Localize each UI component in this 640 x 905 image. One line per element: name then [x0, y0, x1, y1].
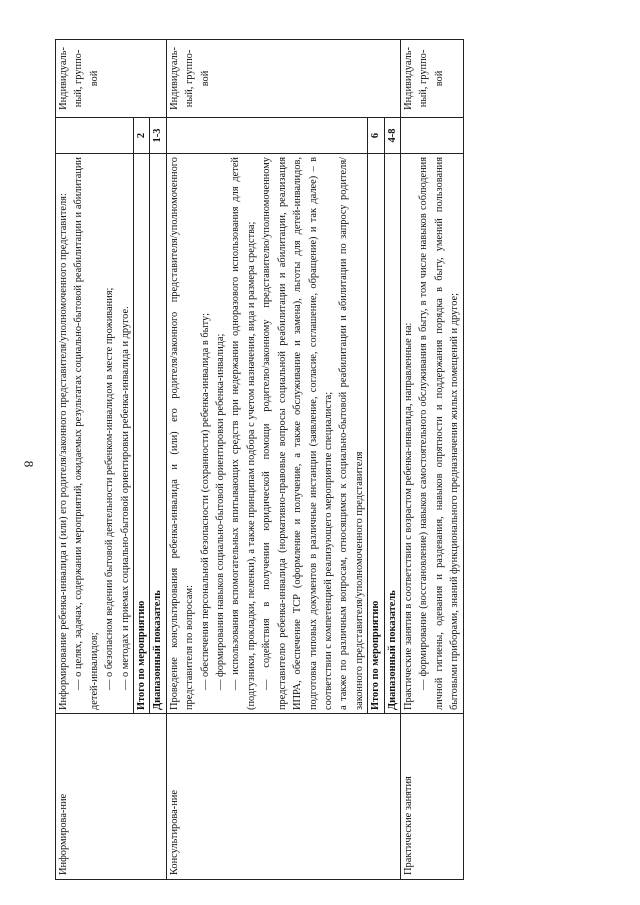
type-cell	[400, 40, 463, 118]
content-paragraph: Практические занятия в соответствии с возрастом ребенка-инвалида, направленные на:	[402, 322, 414, 710]
content-paragraph: — формирования навыков социально-бытовой ориентировки ребенка-инвалида;	[215, 333, 227, 690]
total-label: Итого по мероприятию	[134, 154, 150, 714]
empty-cell	[400, 118, 463, 154]
type-cell	[166, 40, 400, 118]
content-paragraph: — о целях, задачах, содержании мероприятий, ожидаемых результатах социально-бытовой реабилитации и абилитации детей-инвалидов;	[73, 157, 100, 710]
range-value: 1-3	[150, 118, 166, 154]
total-value: 6	[368, 118, 384, 154]
content-paragraph: а также по различным вопросам, относящимся к социально-бытовой реабилитации и абилитации по запросу родителя/законного представителя/уполномоченного представителя	[338, 157, 365, 710]
total-label: Итого по мероприятию	[368, 154, 384, 714]
type-label: Индивидуаль-ный, группо-вой	[402, 47, 445, 110]
table-row	[166, 40, 367, 880]
content-paragraph: — обеспечения персональной безопасности (сохранности) ребенка-инвалида в быту;	[199, 313, 211, 690]
range-label: Диапазонный показатель	[150, 154, 166, 714]
content-cell	[400, 154, 463, 714]
table-row	[400, 40, 463, 880]
content-paragraph: — использования вспомогательных впитывающих средств при недержании одноразового использования для детей (подгузники, прокладки, пеленки), а также принципам подбора с учетом назначения, вида и размера средства;	[230, 157, 257, 710]
activities-table	[55, 39, 464, 880]
type-cell	[56, 40, 167, 118]
type-label: Индивидуаль-ный, группо-вой	[168, 47, 211, 110]
content-paragraph: — содействия в получении юридической помощи родителю/законному представителю/уполномоченному представителю ребенка-инвалида (нормативно-правовые вопросы социальной реабилитации и абилитации, реализация ИПРА, обеспечение ТСР (оформление и получение, а также обслуживание и замена), льготы для детей-инвалидов, подготовка типовых документов в различные инстанции (заявление, согласие, соглашение, обращение) и так далее) – в соответствии с компетенцией реализующего мероприятие специалиста;	[261, 157, 334, 710]
table-row	[56, 40, 134, 880]
form-label: Консультирова-ние	[168, 790, 180, 875]
form-cell	[166, 714, 400, 880]
content-cell	[166, 154, 367, 714]
total-value: 2	[134, 118, 150, 154]
empty-cell	[56, 118, 134, 154]
form-label: Информирова-ние	[58, 793, 69, 875]
form-cell	[400, 714, 463, 880]
content-paragraph: — формирование (восстановление) навыков самостоятельного обслуживания в быту, в том числе навыков соблюдения личной гигиены, одевания и раздевания, навыков опрятности и поддержания порядка в быту, умений пользования бытовыми приборами, знаний функционального предназначения жилых помещений и другое;	[418, 157, 461, 710]
form-cell	[56, 714, 167, 880]
range-label: Диапазонный показатель	[384, 154, 400, 714]
type-label: Индивидуаль-ный, группо-вой	[58, 47, 100, 110]
content-paragraph: — о методах и приемах социально-бытовой ориентировки ребенка-инвалида и другое.	[119, 306, 131, 690]
rotated-table-page	[55, 40, 623, 880]
content-paragraph: Информирование ребенка-инвалида и (или) его родителя/законного представителя/уполномоченного представителя:	[58, 193, 69, 710]
content-paragraph: Проведение консультирования ребенка-инвалида и (или) его родителя/законного представителя/уполномоченного представителя по вопросам:	[168, 157, 196, 710]
content-cell	[56, 154, 134, 714]
form-label: Практические занятия	[402, 776, 414, 875]
page-number: 8	[21, 460, 37, 468]
empty-cell	[166, 118, 367, 154]
content-paragraph: — о безопасном ведении бытовой деятельности ребенком-инвалидом в месте проживания;	[104, 287, 116, 690]
range-value: 4-8	[384, 118, 400, 154]
